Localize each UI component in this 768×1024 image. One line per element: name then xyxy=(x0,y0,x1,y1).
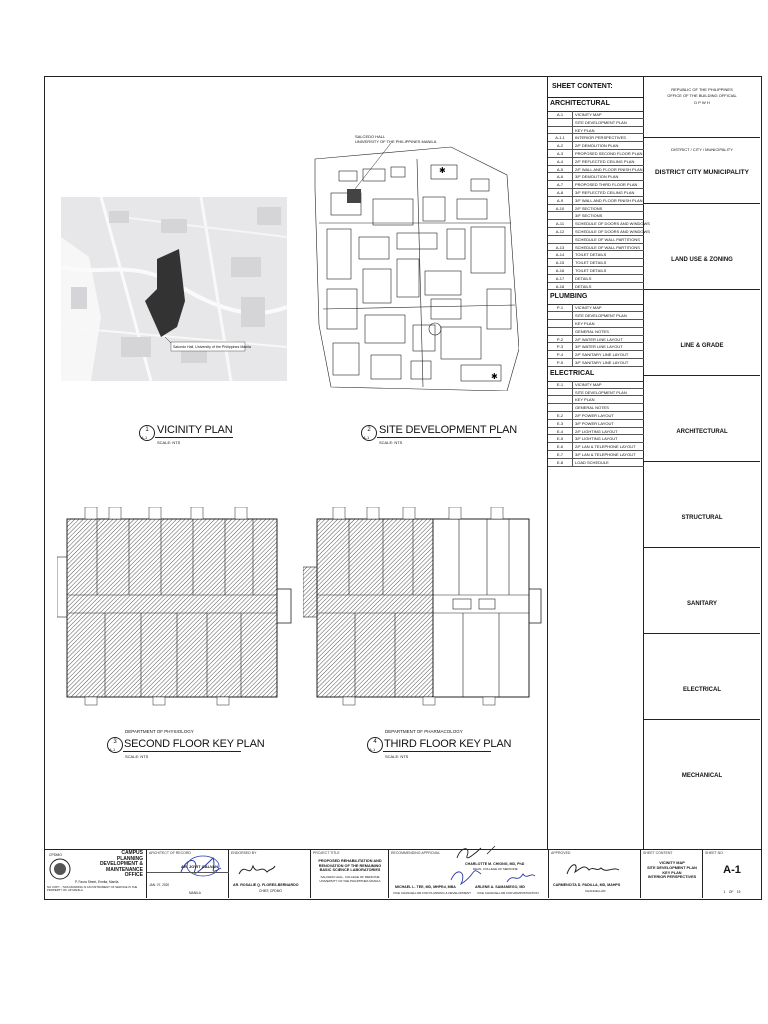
sheet-list-item xyxy=(548,404,644,412)
agency-box-divider xyxy=(644,461,760,462)
tb-rec2-name: MICHAEL L. TEE, MD, MHPEd, MBA xyxy=(395,885,456,889)
svg-text:✱: ✱ xyxy=(439,166,446,175)
sheet-description: 2/F WATER LINE LAYOUT xyxy=(575,336,623,342)
agency-box-divider xyxy=(644,633,760,634)
sheet-content-header: SHEET CONTENT: xyxy=(552,83,613,90)
agency-approval-panel xyxy=(644,77,760,849)
tb-address: P. Faura Street, Ermita, Manila xyxy=(75,880,119,884)
sheet-list-item xyxy=(548,166,644,174)
third-number: 4 xyxy=(367,737,383,753)
sheet-code: A-8 xyxy=(548,189,573,196)
second-floor-title: SECOND FLOOR KEY PLAN xyxy=(124,738,265,750)
agency-box-divider xyxy=(644,375,760,376)
site-plan-title: SITE DEVELOPMENT PLAN xyxy=(379,424,518,436)
third-floor-plan xyxy=(303,507,543,707)
sheet-content-list xyxy=(548,77,650,849)
sheet-list-item xyxy=(548,119,644,127)
sheet-list-item xyxy=(548,197,644,205)
sheet-code: A-1 xyxy=(548,111,573,118)
sheet-description: TOILET DETAILS xyxy=(575,268,607,273)
sheet-list-item xyxy=(548,181,644,189)
tb-endorsed-caption: ENDORSED BY xyxy=(231,851,257,855)
agency-box-divider xyxy=(644,289,760,290)
tb-rec1-role: DEAN, COLLEGE OF MEDICINE xyxy=(473,867,518,871)
sheet-list-item xyxy=(548,158,644,166)
agency-line2: OFFICE OF THE BUILDING OFFICIAL xyxy=(667,93,737,98)
sheet-description: 2/F POWER LAYOUT xyxy=(575,413,614,418)
svg-text:✱: ✱ xyxy=(491,372,498,381)
sheet-code: E-5 xyxy=(548,435,573,442)
tb-architect-divider xyxy=(147,872,229,873)
sheet-list-item xyxy=(548,328,644,336)
sheet-list-item xyxy=(548,134,644,142)
site-number: 2 xyxy=(361,425,377,441)
sheet-description: INTERIOR PERSPECTIVES xyxy=(575,135,626,141)
sheet-code: A-14 xyxy=(548,251,573,258)
sheet-code xyxy=(548,212,573,219)
sheet-code: E-6 xyxy=(548,443,573,450)
sheet-list-item xyxy=(548,142,644,150)
third-code: A-1 xyxy=(369,747,376,752)
sheet-code: E-2 xyxy=(548,412,573,419)
agency-box-sanitary: SANITARY xyxy=(687,601,717,607)
tb-project-caption: PROJECT TITLE xyxy=(313,851,340,855)
sheet-list-item xyxy=(548,381,644,389)
agency-line1: REPUBLIC OF THE PHILIPPINES xyxy=(671,87,733,92)
sheet-description: VICINITY MAP xyxy=(575,112,602,117)
agency-box-divider xyxy=(644,203,760,204)
tb-rec2-role: VICE CHANCELLOR FOR PLANNING & DEVELOPMENT xyxy=(393,891,472,895)
sheet-code: A-12 xyxy=(548,228,573,235)
sheet-code xyxy=(548,389,573,396)
sheet-description: 3/F REFLECTED CEILING PLAN xyxy=(575,190,635,195)
vicinity-map xyxy=(61,197,287,381)
second-number: 3 xyxy=(107,737,123,753)
sheet-description: VICINITY MAP xyxy=(575,381,602,387)
sheet-list-item xyxy=(548,343,644,351)
site-callout-univ: UNIVERSITY OF THE PHILIPPINES MANILA xyxy=(355,139,437,144)
sheet-code: A-7 xyxy=(548,181,573,188)
tb-architect xyxy=(147,850,229,898)
sheet-code: A-2 xyxy=(548,142,573,149)
agency-box-mechanical: MECHANICAL xyxy=(681,773,723,779)
sheet-code: P-5 xyxy=(548,359,573,366)
sheet-list-item xyxy=(548,275,644,283)
tb-office xyxy=(45,850,147,898)
vicinity-map-label: Salcedo Hall, University of the Philippines Manila xyxy=(173,345,251,349)
sheet-list-item xyxy=(548,412,644,420)
sheet-code: P-4 xyxy=(548,351,573,358)
third-scale: SCALE: NTS xyxy=(385,754,409,759)
sheet-description: PROPOSED SECOND FLOOR PLAN xyxy=(575,151,643,156)
agency-divider xyxy=(644,137,760,138)
sheet-list-item xyxy=(548,336,644,344)
tb-rec3-role: VICE CHANCELLOR FOR ADMINISTRATION xyxy=(477,891,539,895)
sheet-code xyxy=(548,119,573,126)
site-callout-hall: SALCEDO HALL xyxy=(355,134,386,139)
sheet-list-item xyxy=(548,189,644,197)
third-underline xyxy=(383,751,491,752)
vicinity-underline xyxy=(155,437,233,438)
sheet-code: P-1 xyxy=(548,304,573,311)
sheet-code: E-3 xyxy=(548,420,573,427)
sheet-description: SITE DEVELOPMENT PLAN xyxy=(575,119,627,125)
tb-sheet-content-caption: SHEET CONTENT xyxy=(643,851,673,855)
second-floor-plan xyxy=(57,507,293,707)
sheet-code: A-1.1 xyxy=(548,134,573,141)
sheet-content-divider xyxy=(548,97,644,98)
sheet-code: E-1 xyxy=(548,381,573,388)
sheet-description: GENERAL NOTES xyxy=(575,328,609,334)
sheet-code: A-13 xyxy=(548,244,573,251)
sheet-description: 2/F SANITARY LINE LAYOUT xyxy=(575,352,629,358)
second-scale: SCALE: NTS xyxy=(125,754,149,759)
sheet-code: A-4 xyxy=(548,158,573,165)
sheet-code xyxy=(548,328,573,335)
sheet-description: 3/F DEMOLITION PLAN xyxy=(575,174,619,180)
tb-logo-text: CPDMO xyxy=(49,853,63,857)
sheet-code: A-9 xyxy=(548,197,573,204)
site-plan xyxy=(311,129,519,391)
tb-project-location: SALCEDO HALL, COLLEGE OF MEDICINE UNIVERSITY OF THE PHILIPPINES MANILA xyxy=(319,875,381,883)
agency-box-structural: STRUCTURAL xyxy=(681,515,723,521)
vicinity-number: 1 xyxy=(139,425,155,441)
sheet-list-item xyxy=(548,205,644,213)
tb-approved-caption: APPROVED xyxy=(551,851,571,855)
agency-box-divider xyxy=(644,547,760,548)
sheet-description: TOILET DETAILS xyxy=(575,252,607,258)
sheet-description: DETAILS xyxy=(575,275,592,281)
tb-sheet-number-value: A-1 xyxy=(723,864,741,876)
sheet-description: DETAILS xyxy=(575,283,592,289)
sheet-code xyxy=(548,127,573,134)
sheet-list-item xyxy=(548,173,644,181)
tb-approved xyxy=(549,850,641,898)
sheet-list-item xyxy=(548,396,644,404)
tb-sheet-of: 1 OF 19 xyxy=(723,890,741,894)
tb-date: JAN. 07, 2020 xyxy=(149,883,170,887)
sheet-list-item xyxy=(548,451,644,459)
sheet-section-plumbing: PLUMBING xyxy=(550,293,588,301)
sheet-description: 2/F WALL AND FLOOR FINISH PLAN xyxy=(575,166,643,172)
agency-box-architectural: ARCHITECTURAL xyxy=(676,429,728,435)
sheet-description: 3/F WALL AND FLOOR FINISH PLAN xyxy=(575,197,643,203)
tb-sheet-number xyxy=(703,850,761,898)
cpdmo-seal-icon xyxy=(49,858,71,880)
agency-district-small: DISTRICT / CITY / MUNICIPALITY xyxy=(671,147,733,152)
drawing-sheet xyxy=(44,76,762,900)
site-underline xyxy=(377,437,501,438)
vicinity-scale: SCALE: NTS xyxy=(157,440,181,445)
sheet-list-item xyxy=(548,312,644,320)
sheet-code: A-16 xyxy=(548,267,573,274)
sheet-code: E-8 xyxy=(548,459,573,466)
second-code: A-1 xyxy=(109,747,116,752)
sheet-description: 2/F REFLECTED CEILING PLAN xyxy=(575,158,635,164)
sheet-list-item xyxy=(548,389,644,397)
sheet-description: SCHEDULE OF WALL PARTITIONS xyxy=(575,236,640,242)
sheet-code: A-11 xyxy=(548,220,573,227)
agency-line3: D P W H xyxy=(694,100,710,105)
tb-endorsed xyxy=(229,850,311,898)
tb-sheet-number-caption: SHEET NO. xyxy=(705,851,724,855)
sheet-list-item xyxy=(548,443,644,451)
sheet-list-item xyxy=(548,259,644,267)
title-block xyxy=(45,849,761,899)
sheet-code xyxy=(548,404,573,411)
sheet-description: KEY PLAN xyxy=(575,397,595,403)
sheet-description: SCHEDULE OF WALL PARTITIONS xyxy=(575,244,640,250)
sheet-description: 2/F LAN & TELEPHONE LAYOUT xyxy=(575,444,636,450)
endorser-signature-icon xyxy=(237,858,277,880)
tb-approved-name: CARMENCITA D. PADILLA, MD, MAHPS xyxy=(553,883,621,887)
sheet-code xyxy=(548,396,573,403)
site-scale: SCALE: NTS xyxy=(379,440,403,445)
third-floor-title: THIRD FLOOR KEY PLAN xyxy=(384,738,512,750)
sheet-list-item xyxy=(548,435,644,443)
sheet-code xyxy=(548,312,573,319)
sheet-code: P-2 xyxy=(548,336,573,343)
tb-endorsed-role: CHIEF, CPDMO xyxy=(259,889,282,893)
sheet-section-electrical: ELECTRICAL xyxy=(550,369,595,377)
sheet-code: A-3 xyxy=(548,150,573,157)
agency-district: DISTRICT CITY MUNICIPALITY xyxy=(654,169,749,176)
agency-box-line-grade: LINE & GRADE xyxy=(680,343,724,349)
sheet-list-item xyxy=(548,244,644,252)
agency-box-electrical: ELECTRICAL xyxy=(683,687,721,693)
sheet-list-item xyxy=(548,459,644,467)
sheet-list-item xyxy=(548,228,650,236)
sheet-description: GENERAL NOTES xyxy=(575,405,609,411)
sheet-description: SITE DEVELOPMENT PLAN xyxy=(575,313,627,319)
agency-box-land-use-zoning: LAND USE & ZONING xyxy=(671,257,733,263)
sheet-description: SITE DEVELOPMENT PLAN xyxy=(575,389,627,395)
sheet-section-architectural: ARCHITECTURAL xyxy=(550,100,610,107)
sheet-list-item xyxy=(548,111,644,119)
drawing-area xyxy=(45,77,547,849)
tb-approved-role: CHANCELLOR xyxy=(585,889,606,893)
tb-recommending-caption: RECOMMENDING APPROVAL xyxy=(391,851,440,855)
sheet-description: TOILET DETAILS xyxy=(575,260,607,266)
sheet-list-item xyxy=(548,267,644,275)
tb-sheet-content-list: VICINITY MAP SITE DEVELOPMENT PLAN KEY PLAN INTERIOR PERSPECTIVES xyxy=(647,861,697,880)
sheet-code: A-17 xyxy=(548,275,573,282)
sheet-description: 3/F LAN & TELEPHONE LAYOUT xyxy=(575,452,636,457)
sheet-list-item xyxy=(548,283,644,291)
second-floor-dept: DEPARTMENT OF PHYSIOLOGY xyxy=(125,729,194,734)
sheet-description: 3/F WATER LINE LAYOUT xyxy=(575,344,623,350)
sheet-code: A-15 xyxy=(548,259,573,266)
sheet-list-item xyxy=(548,212,644,220)
sheet-description: 3/F LIGHTING LAYOUT xyxy=(575,436,618,442)
sheet-code: E-4 xyxy=(548,428,573,435)
sheet-description: 2/F SECTIONS xyxy=(575,205,603,211)
tb-sheet-content xyxy=(641,850,703,898)
sheet-description: SCHEDULE OF DOORS AND WINDOWS xyxy=(575,229,650,234)
tb-office-name: CAMPUS PLANNING DEVELOPMENT & MAINTENANCE OFFICE xyxy=(99,850,143,878)
approver-signature-icon xyxy=(563,856,623,880)
sheet-list-item xyxy=(548,420,644,428)
tb-architect-name: AR. JOVIT GALVAN xyxy=(181,864,218,869)
sheet-code: A-18 xyxy=(548,283,573,290)
sheet-list-item xyxy=(548,251,644,259)
sheet-code: E-7 xyxy=(548,451,573,458)
sheet-code xyxy=(548,320,573,327)
sheet-code: A-10 xyxy=(548,205,573,212)
tb-architect-caption: ARCHITECT OF RECORD xyxy=(149,851,191,855)
tb-endorsed-name: AR. ROSALIE Q. FLORES-BERNARDO xyxy=(233,883,299,887)
third-floor-dept: DEPARTMENT OF PHARMACOLOGY xyxy=(385,729,463,734)
sheet-description: 2/F DEMOLITION PLAN xyxy=(575,143,619,149)
sheet-list-item xyxy=(548,304,644,312)
sheet-description: 3/F POWER LAYOUT xyxy=(575,420,614,426)
sheet-description: LOAD SCHEDULE xyxy=(575,459,609,465)
sheet-code xyxy=(548,236,573,243)
sheet-description: KEY PLAN xyxy=(575,321,595,326)
agency-box-divider xyxy=(644,719,760,720)
sheet-list-item xyxy=(548,236,644,244)
sheet-description: KEY PLAN xyxy=(575,127,595,133)
sheet-list-item xyxy=(548,428,644,436)
sheet-description: VICINITY MAP xyxy=(575,305,602,311)
vicinity-code: A-1 xyxy=(141,435,148,440)
tb-location: MANILA xyxy=(189,891,201,895)
sheet-description: 3/F SANITARY LINE LAYOUT xyxy=(575,360,629,365)
vicinity-plan-title: VICINITY PLAN xyxy=(157,424,233,436)
sheet-list-item xyxy=(548,320,644,328)
sheet-list-item xyxy=(548,150,644,158)
tb-rec3-name: ARLENE A. SAMANIEGO, MD xyxy=(475,885,525,889)
sheet-description: SCHEDULE OF DOORS AND WINDOWS xyxy=(575,221,650,227)
tb-project-title: PROPOSED REHABILITATION AND RENOVATION OF THE REMAINING BASIC SCIENCE LABORATORIES xyxy=(318,859,382,873)
tb-copyright-note: NO COPY - THIS DRAWING IS AN INSTRUMENT OF SERVICE IS THE PROPERTY OF UP MANILA xyxy=(47,885,138,893)
sheet-list-item xyxy=(548,220,650,228)
tb-rec1-name: CHARLOTTE M. CHIONG, MD, PhD xyxy=(465,862,525,866)
sheet-code: P-3 xyxy=(548,343,573,350)
sheet-code: A-6 xyxy=(548,173,573,180)
side-panel xyxy=(547,77,761,849)
sheet-list-item xyxy=(548,359,644,367)
sheet-list-item xyxy=(548,127,644,135)
tb-recommending xyxy=(389,850,549,898)
sheet-code: A-5 xyxy=(548,166,573,173)
tb-project xyxy=(311,850,389,898)
sheet-description: 3/F SECTIONS xyxy=(575,213,603,219)
site-code: A-1 xyxy=(363,435,370,440)
sheet-list-item xyxy=(548,351,644,359)
sheet-description: PROPOSED THIRD FLOOR PLAN xyxy=(575,182,638,188)
second-underline xyxy=(123,751,241,752)
sheet-description: 2/F LIGHTING LAYOUT xyxy=(575,428,618,434)
